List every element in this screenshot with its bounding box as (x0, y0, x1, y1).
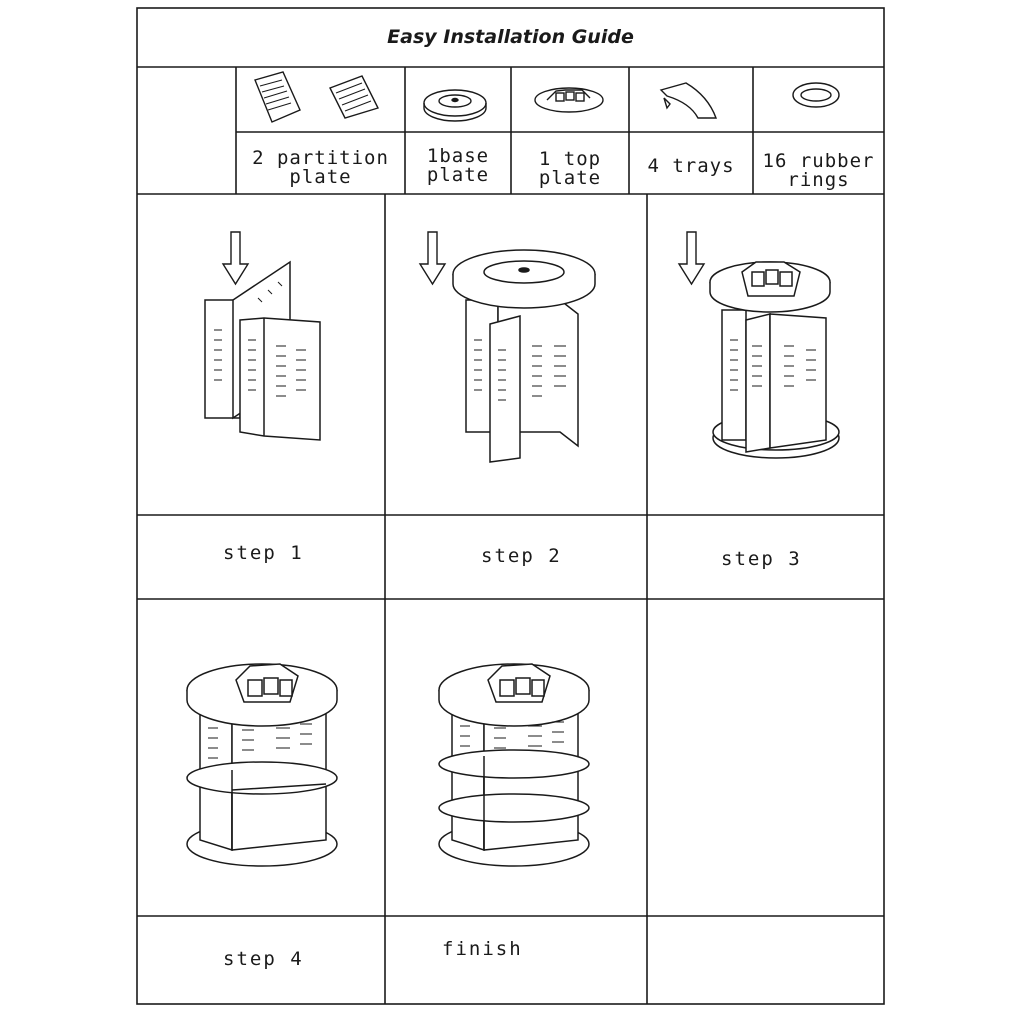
tray-icon (661, 83, 716, 118)
part-label-partition-plate (238, 149, 403, 187)
finish-label: finish (442, 938, 523, 960)
step-1-illustration (205, 262, 320, 440)
part-label-line: 4 trays (647, 155, 735, 177)
part-label-line: plate (289, 166, 352, 188)
part-label-line: 1base (426, 145, 490, 167)
step-2-illustration (453, 250, 595, 462)
partition-plate-icon (255, 72, 378, 122)
finish-illustration (439, 664, 589, 866)
down-arrow-icon (223, 232, 248, 284)
top-plate-icon (535, 88, 603, 112)
part-label-line: plate (426, 164, 490, 186)
step-3-label: step 3 (721, 548, 802, 570)
rubber-ring-icon (793, 83, 839, 107)
step-4-label: step 4 (223, 948, 304, 970)
part-label-trays (631, 157, 751, 176)
part-label-line: 16 rubber (762, 150, 875, 172)
part-label-line: 2 partition (252, 147, 389, 169)
step-1-label: step 1 (223, 542, 304, 564)
part-label-rubber-rings (755, 152, 882, 190)
part-label-base-plate (407, 147, 509, 185)
down-arrow-icon (679, 232, 704, 284)
part-label-top-plate (513, 150, 627, 188)
step-2-label: step 2 (481, 545, 562, 567)
part-label-line: plate (538, 167, 602, 189)
step-3-illustration (710, 262, 839, 458)
part-label-line: 1 top (538, 148, 602, 170)
part-label-line: rings (787, 169, 850, 191)
step-4-illustration (187, 664, 337, 866)
down-arrow-icon (420, 232, 445, 284)
base-plate-icon (424, 90, 486, 121)
page-title: Easy Installation Guide (387, 26, 634, 48)
